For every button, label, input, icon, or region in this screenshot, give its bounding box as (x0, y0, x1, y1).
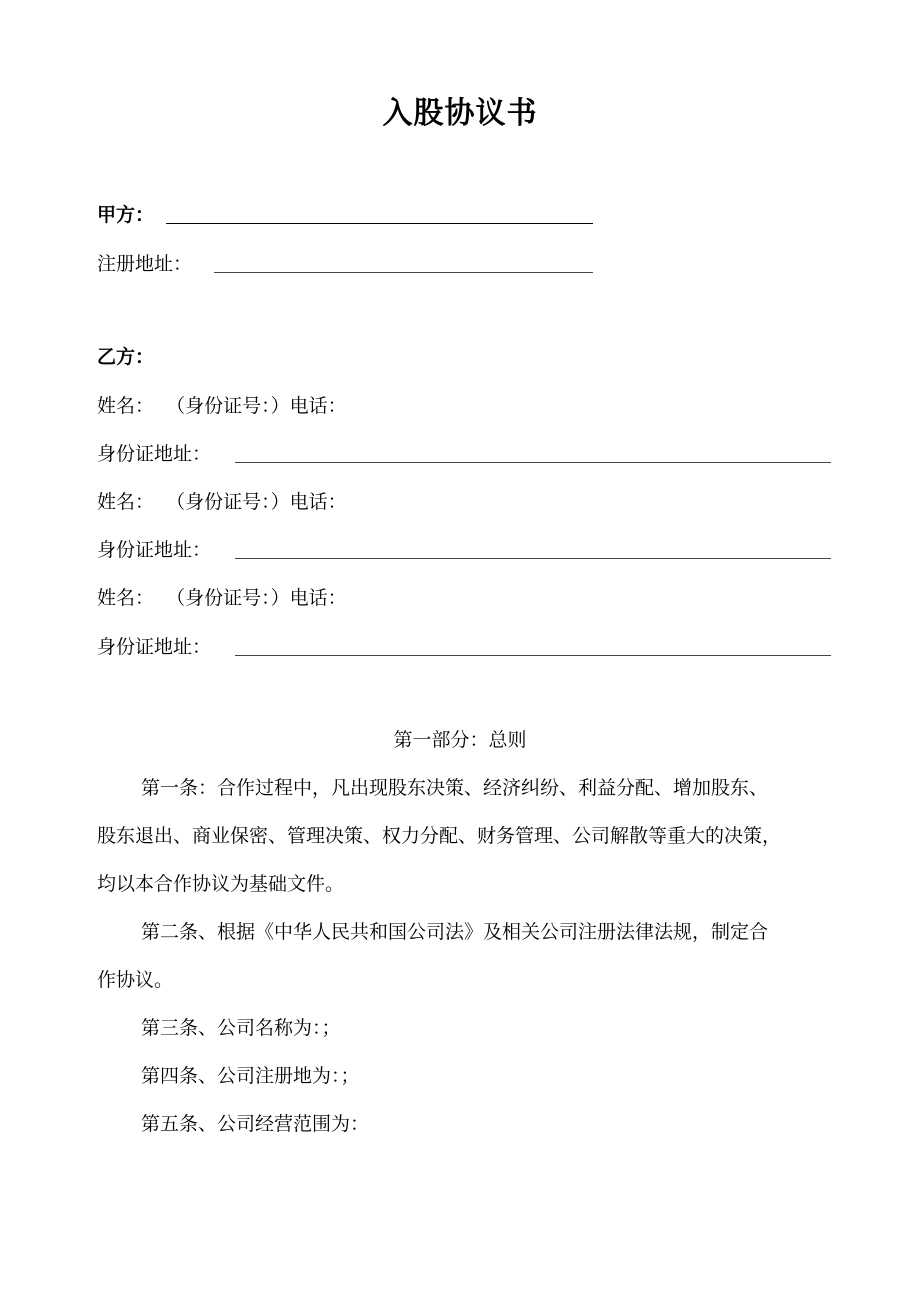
party-b-member-address-fill-line (235, 558, 831, 559)
article-4: 第四条、公司注册地为：； (141, 1065, 360, 1087)
article-2-line-1: 第二条、根据《中华人民共和国公司法》及相关公司注册法律法规，制定合 (141, 921, 769, 943)
party-b-member-info: 姓名： （身份证号：）电话： (97, 395, 347, 417)
party-b-member-address-fill-line (235, 655, 831, 656)
party-b-member-address-label: 身份证地址： (97, 443, 212, 465)
party-b-member-address-label: 身份证地址： (97, 539, 212, 561)
party-a-address-fill-line (214, 272, 593, 273)
party-b-member-address-fill-line (235, 462, 831, 463)
document-title: 入股协议书 (382, 96, 538, 131)
party-b-member-info: 姓名： （身份证号：）电话： (97, 491, 347, 513)
party-a-fill-line (166, 223, 593, 224)
party-a-label: 甲方： (97, 204, 155, 226)
article-2-line-2: 作协议。 (97, 969, 174, 991)
article-1-line-1: 第一条：合作过程中，凡出现股东决策、经济纠纷、利益分配、增加股东、 (141, 777, 769, 799)
article-5: 第五条、公司经营范围为： (141, 1113, 370, 1135)
party-b-member-address-label: 身份证地址： (97, 636, 212, 658)
party-b-label: 乙方： (97, 346, 155, 368)
article-1-line-3: 均以本合作协议为基础文件。 (97, 873, 345, 895)
article-1-line-2: 股东退出、商业保密、管理决策、权力分配、财务管理、公司解散等重大的决策， (97, 825, 782, 847)
party-b-member-info: 姓名： （身份证号：）电话： (97, 587, 347, 609)
article-3: 第三条、公司名称为：； (141, 1017, 341, 1039)
party-a-address-label: 注册地址： (97, 253, 193, 275)
section-heading: 第一部分：总则 (393, 729, 527, 751)
